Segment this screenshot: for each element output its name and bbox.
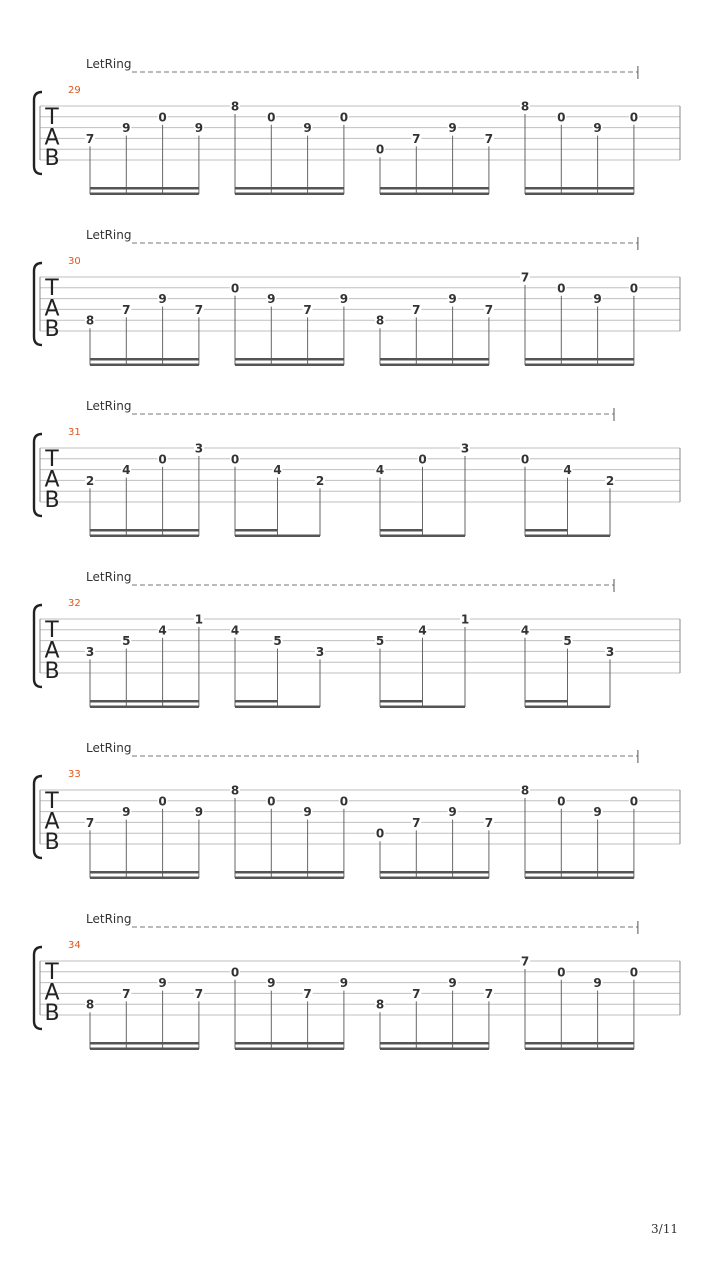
page-number: 3/11 xyxy=(651,1222,678,1236)
fret-number: 9 xyxy=(122,805,131,820)
beam-secondary xyxy=(235,358,344,361)
tab-clef-letter: A xyxy=(44,467,60,493)
beam-secondary xyxy=(525,529,568,532)
fret-number: 0 xyxy=(158,452,167,467)
fret-number: 4 xyxy=(418,623,427,638)
let-ring-label: LetRing xyxy=(86,57,132,71)
fret-number: 8 xyxy=(230,99,240,114)
fret-number: 0 xyxy=(267,794,276,809)
fret-number: 4 xyxy=(520,623,530,638)
fret-number: 7 xyxy=(520,270,530,285)
tab-clef-letter: A xyxy=(44,125,60,151)
let-ring-label: LetRing xyxy=(86,570,132,584)
fret-number: 8 xyxy=(85,997,95,1012)
beam-primary xyxy=(90,877,199,880)
beam-secondary xyxy=(90,871,199,874)
beam-primary xyxy=(525,706,610,709)
measure-number: 31 xyxy=(68,427,81,438)
fret-number: 7 xyxy=(303,302,312,317)
beam-secondary xyxy=(380,871,489,874)
beam-secondary xyxy=(380,358,489,361)
beam-primary xyxy=(380,706,465,709)
beam-secondary xyxy=(525,700,568,703)
tab-clef-letter: B xyxy=(44,830,60,855)
tab-clef-letter: A xyxy=(44,809,60,835)
fret-number: 7 xyxy=(484,986,494,1001)
beam-primary xyxy=(90,364,199,367)
fret-number: 0 xyxy=(158,110,167,125)
fret-number: 7 xyxy=(85,131,95,146)
fret-number: 2 xyxy=(605,473,615,488)
tab-clef-letter: A xyxy=(44,980,60,1006)
fret-number: 2 xyxy=(85,473,95,488)
tab-clef-letter: T xyxy=(45,276,59,301)
system-bracket xyxy=(34,263,42,345)
fret-number: 7 xyxy=(412,131,421,146)
beam-secondary xyxy=(380,529,423,532)
system-bracket xyxy=(34,92,42,174)
system-bracket xyxy=(34,605,42,687)
let-ring-label: LetRing xyxy=(86,741,132,755)
beam-primary xyxy=(235,193,344,196)
fret-number: 9 xyxy=(593,121,602,136)
beam-secondary xyxy=(90,700,199,703)
fret-number: 7 xyxy=(484,302,494,317)
beam-primary xyxy=(90,535,199,538)
beam-secondary xyxy=(380,187,489,190)
fret-number: 9 xyxy=(593,292,602,307)
fret-number: 0 xyxy=(418,452,427,467)
beam-secondary xyxy=(90,358,199,361)
fret-number: 9 xyxy=(339,976,349,991)
fret-number: 7 xyxy=(85,815,95,830)
fret-number: 9 xyxy=(267,976,276,991)
fret-number: 9 xyxy=(339,292,349,307)
fret-number: 9 xyxy=(194,121,204,136)
system-bracket xyxy=(34,776,42,858)
fret-number: 3 xyxy=(194,441,204,456)
fret-number: 8 xyxy=(520,783,530,798)
tab-clef-letter: B xyxy=(44,146,60,171)
tab-clef-letter: A xyxy=(44,638,60,664)
fret-number: 0 xyxy=(339,794,349,809)
fret-number: 9 xyxy=(267,292,276,307)
beam-secondary xyxy=(235,1042,344,1045)
beam-primary xyxy=(235,877,344,880)
fret-number: 9 xyxy=(303,805,312,820)
beam-primary xyxy=(380,364,489,367)
tab-clef-letter: T xyxy=(45,960,59,985)
fret-number: 3 xyxy=(460,441,470,456)
fret-number: 0 xyxy=(557,794,566,809)
fret-number: 0 xyxy=(375,826,385,841)
fret-number: 0 xyxy=(158,794,167,809)
fret-number: 7 xyxy=(122,986,131,1001)
beam-primary xyxy=(90,706,199,709)
fret-number: 0 xyxy=(339,110,349,125)
fret-number: 5 xyxy=(122,634,131,649)
fret-number: 0 xyxy=(267,110,276,125)
fret-number: 7 xyxy=(520,954,530,969)
fret-number: 0 xyxy=(629,281,639,296)
beam-secondary xyxy=(235,871,344,874)
fret-number: 4 xyxy=(273,463,282,478)
beam-primary xyxy=(525,877,634,880)
fret-number: 7 xyxy=(484,131,494,146)
beam-secondary xyxy=(90,1042,199,1045)
beam-secondary xyxy=(90,529,199,532)
fret-number: 3 xyxy=(85,644,95,659)
fret-number: 8 xyxy=(520,99,530,114)
fret-number: 7 xyxy=(122,302,131,317)
tab-clef-letter: B xyxy=(44,659,60,684)
fret-number: 0 xyxy=(629,794,639,809)
measure-number: 33 xyxy=(68,769,81,780)
beam-primary xyxy=(380,1048,489,1051)
measure-number: 34 xyxy=(68,940,81,951)
beam-primary xyxy=(380,877,489,880)
fret-number: 7 xyxy=(412,815,421,830)
tab-clef-letter: T xyxy=(45,618,59,643)
fret-number: 9 xyxy=(593,805,602,820)
fret-number: 2 xyxy=(315,473,325,488)
fret-number: 9 xyxy=(448,976,457,991)
fret-number: 3 xyxy=(315,644,325,659)
fret-number: 7 xyxy=(194,986,204,1001)
beam-secondary xyxy=(235,529,278,532)
tab-clef-letter: T xyxy=(45,447,59,472)
fret-number: 4 xyxy=(158,623,167,638)
beam-secondary xyxy=(525,871,634,874)
fret-number: 5 xyxy=(563,634,572,649)
let-ring-label: LetRing xyxy=(86,912,132,926)
beam-primary xyxy=(525,535,610,538)
tab-clef-letter: B xyxy=(44,1001,60,1026)
fret-number: 0 xyxy=(557,110,566,125)
beam-primary xyxy=(380,193,489,196)
fret-number: 7 xyxy=(412,986,421,1001)
fret-number: 1 xyxy=(460,612,470,627)
fret-number: 5 xyxy=(375,634,385,649)
fret-number: 9 xyxy=(158,292,167,307)
let-ring-label: LetRing xyxy=(86,399,132,413)
fret-number: 8 xyxy=(85,313,95,328)
beam-secondary xyxy=(380,1042,489,1045)
fret-number: 0 xyxy=(230,452,240,467)
fret-number: 0 xyxy=(520,452,530,467)
fret-number: 0 xyxy=(230,965,240,980)
fret-number: 0 xyxy=(557,281,566,296)
beam-secondary xyxy=(525,1042,634,1045)
fret-number: 4 xyxy=(375,463,385,478)
beam-primary xyxy=(235,535,320,538)
beam-secondary xyxy=(235,700,278,703)
fret-number: 7 xyxy=(484,815,494,830)
measure-number: 30 xyxy=(68,256,81,267)
fret-number: 9 xyxy=(158,976,167,991)
fret-number: 8 xyxy=(375,313,385,328)
fret-number: 3 xyxy=(605,644,615,659)
fret-number: 9 xyxy=(448,292,457,307)
fret-number: 7 xyxy=(412,302,421,317)
fret-number: 0 xyxy=(557,965,566,980)
fret-number: 8 xyxy=(230,783,240,798)
beam-primary xyxy=(235,1048,344,1051)
beam-primary xyxy=(525,1048,634,1051)
beam-secondary xyxy=(525,358,634,361)
fret-number: 9 xyxy=(448,805,457,820)
beam-secondary xyxy=(235,187,344,190)
beam-primary xyxy=(525,193,634,196)
tab-clef-letter: B xyxy=(44,317,60,342)
system-bracket xyxy=(34,947,42,1029)
fret-number: 4 xyxy=(230,623,240,638)
fret-number: 8 xyxy=(375,997,385,1012)
beam-primary xyxy=(235,706,320,709)
fret-number: 5 xyxy=(273,634,282,649)
tab-clef-letter: A xyxy=(44,296,60,322)
fret-number: 1 xyxy=(194,612,204,627)
fret-number: 0 xyxy=(629,965,639,980)
let-ring-label: LetRing xyxy=(86,228,132,242)
beam-secondary xyxy=(525,187,634,190)
beam-primary xyxy=(380,535,465,538)
measure-number: 29 xyxy=(68,85,81,96)
fret-number: 0 xyxy=(375,142,385,157)
fret-number: 4 xyxy=(122,463,131,478)
beam-primary xyxy=(90,193,199,196)
fret-number: 0 xyxy=(230,281,240,296)
fret-number: 7 xyxy=(303,986,312,1001)
fret-number: 9 xyxy=(194,805,204,820)
beam-secondary xyxy=(90,187,199,190)
measure-number: 32 xyxy=(68,598,81,609)
system-bracket xyxy=(34,434,42,516)
tab-clef-letter: B xyxy=(44,488,60,513)
fret-number: 7 xyxy=(194,302,204,317)
fret-number: 0 xyxy=(629,110,639,125)
fret-number: 9 xyxy=(448,121,457,136)
tab-clef-letter: T xyxy=(45,105,59,130)
fret-number: 9 xyxy=(303,121,312,136)
beam-secondary xyxy=(380,700,423,703)
fret-number: 9 xyxy=(593,976,602,991)
beam-primary xyxy=(90,1048,199,1051)
tab-clef-letter: T xyxy=(45,789,59,814)
beam-primary xyxy=(525,364,634,367)
beam-primary xyxy=(235,364,344,367)
fret-number: 4 xyxy=(563,463,572,478)
fret-number: 9 xyxy=(122,121,131,136)
